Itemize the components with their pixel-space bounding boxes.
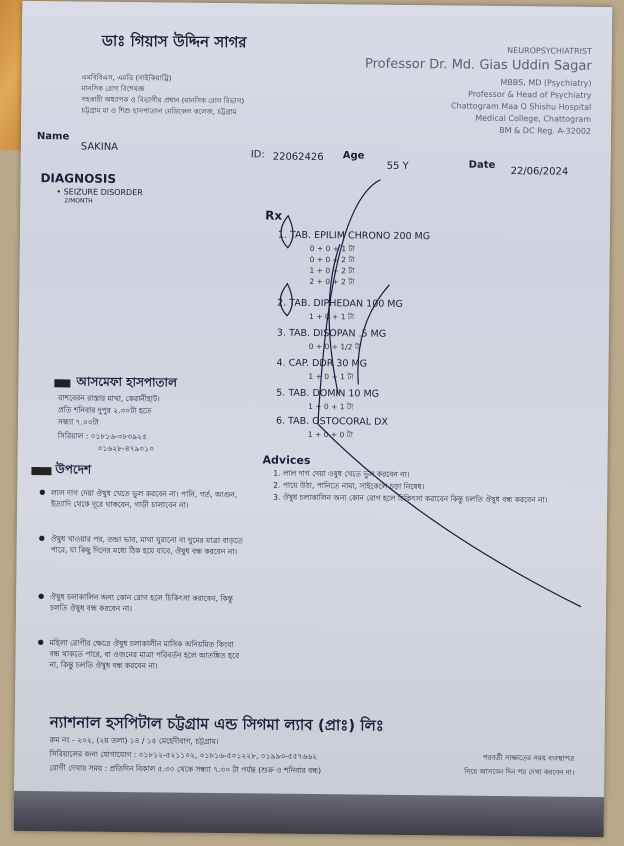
dose: 0 + 0 + 1/2 টা: [308, 341, 362, 352]
tip-item: ● মহিলা রোগীর ক্ষেত্রে ঔষুধ চলাকালীন মাসিক অনিয়মিত কিংবা বন্ধ থাকতে পারে, বা ওজনের মাত্রা পরিবর্তন হলে আতঙ্কিত হবে না, কিন্তু চলতি ঔষুধ বন্ধ করবেন না।: [49, 637, 244, 672]
dose: 1 + 0 + 0 টা: [307, 429, 353, 440]
medicine: 5. TAB. DOMIN 10 MG: [276, 387, 380, 400]
header-bn-line: এমবিবিএস, এমডি (সাইকিয়াট্রি): [81, 73, 172, 83]
ink-loop: [280, 284, 292, 316]
diagnosis-note: 2/MONTH: [64, 197, 93, 205]
footer-right-line: নিয়ে আসবেন দিন পর দেখা করবেন না।: [464, 767, 575, 777]
dose: 1 + 0 + 1 টা: [308, 371, 354, 382]
advices-title: Advices: [262, 453, 311, 467]
header-bn-line: চট্টগ্রাম মা ও শিশু হাসপাতাল মেডিকেল কলেজ, চট্টগ্রাম: [81, 106, 237, 117]
tip-item: ● ঔষুধ খাওয়ার পর, তন্দ্রা ভাব, মাথা ঘুরানো বা ঘুমের মাত্রা বাড়তে পারে, যা কিছু দিনের মধ্যে ঠিক হয়ে যাবে, ঔষুধ বন্ধ করবেন না।: [51, 533, 246, 557]
patient-name: SAKINA: [80, 141, 119, 153]
dose: 0 + 0 + 1 টা: [309, 243, 355, 254]
hospital-line: প্রতি শনিবার দুপুর ২.৩০টা হতে: [58, 405, 152, 416]
prescription-sheet: [14, 1, 613, 837]
footer-hospital-name: ন্যাশনাল হসপিটাল চট্টগ্রাম এন্ড সিগমা ল্যাব (প্রাঃ) লিঃ: [49, 713, 384, 735]
header-en-line: Medical College, Chattogram: [475, 113, 592, 124]
visit-date: 22/06/2024: [510, 166, 569, 178]
patient-id: 22062426: [272, 151, 324, 164]
date-label: Date: [468, 159, 496, 171]
dose: 2 + 0 + 2 টা: [309, 276, 355, 287]
ink-stroke: [328, 244, 340, 394]
header-bn-line: সহকারী অধ্যাপক ও বিভাগীয় প্রধান (মানসিক রোগ বিভাগ): [81, 95, 245, 106]
patient-age: 55 Y: [386, 160, 409, 172]
diagnosis-item: • SEIZURE DISORDER: [56, 187, 143, 198]
ink-stroke: [316, 424, 583, 607]
footer-line: রুম নং - ২০২, (২য় তলা) ১৪ / ১৫ মেহেদীবাগ, চট্টগ্রাম।: [49, 735, 219, 747]
dose: 1 + 0 + 1 টা: [309, 311, 355, 322]
header-en-line: Chattogram Maa O Shishu Hospital: [450, 101, 592, 112]
medicine: 6. TAB. OSTOCORAL DX: [275, 415, 388, 428]
header-en-line: BM & DC Reg. A-32002: [499, 125, 592, 136]
hospital-phone: সিরিয়াল : ০১৮১৬-০৮৩৯২৫: [57, 431, 147, 442]
footer-right-line: পরবর্তী সাক্ষাতের সময় ব্যবস্থাপত্র: [482, 753, 575, 763]
tips-title: উপদেশ: [55, 462, 92, 477]
advice-item: 1. লাল দাগ দেয়া ওষুধ খেতে ভুল করবেন না।: [273, 468, 410, 480]
rx-symbol: Rx: [265, 208, 283, 223]
doctor-name: Professor Dr. Md. Gias Uddin Sagar: [364, 56, 592, 74]
specialty: NEUROPSYCHIATRIST: [507, 46, 592, 56]
doctor-name-bengali: ডাঃ গিয়াস উদ্দিন সাগর: [101, 31, 247, 52]
hospital-line: সন্ধ্যা ৭.০০টা: [57, 417, 99, 427]
ink-stroke: [358, 284, 390, 384]
diagnosis-title: DIAGNOSIS: [40, 171, 117, 186]
header-en-line: MBBS, MD (Psychiatry): [500, 77, 592, 88]
medicine: 2. TAB. DIPHEDAN 100 MG: [277, 297, 403, 310]
footer-line: সিরিয়ালের জন্য যোগাযোগ : ০১৮১২-৫২১১০২, ০১৮১৬-৫০১২২৮, ০১৯৯৩-৫৫৭৬৬২: [49, 749, 318, 762]
dose: 1 + 0 + 1 টা: [308, 401, 354, 412]
hospital-phone: ০১৬২৮-৪৭৯০১০: [97, 443, 155, 454]
handwritten-marks: [14, 1, 613, 837]
medicine: 4. CAP. DDR 30 MG: [276, 357, 368, 370]
tip-item: ● লাল দাগ দেয়া ঔষুধ খেতে ভুল করবেন না। পানি, গর্ত, আগুন, ইত্যাদি থেকে দূরে থাকবেন, গাড়ী চালাবেন না।: [51, 487, 246, 511]
hospital-line: বাশবেরন রাস্তার মাথা, কেরানীহাট।: [58, 393, 160, 404]
name-label: Name: [36, 131, 70, 143]
age-label: Age: [342, 150, 365, 162]
dose: 0 + 0 + 2 টা: [309, 254, 355, 265]
ink-stroke: [318, 179, 381, 425]
hospital-name: আসমেফা হাসপাতাল: [76, 374, 178, 390]
medicine: 1. TAB. EPILIM CHRONO 200 MG: [277, 229, 431, 243]
advice-item: 3. ঔষুধ চলাকালিন অন্য কোন রোগ হলে চিকিৎসা করাবেন কিন্তু চলতি ঔষুধ বন্ধ করবেন না।: [273, 492, 548, 505]
id-label: ID:: [250, 149, 265, 161]
header-bn-line: মানসিক রোগ বিশেষজ্ঞ: [81, 84, 145, 94]
ink-loop: [281, 216, 293, 248]
medicine: 3. TAB. DISOPAN .5 MG: [276, 327, 387, 340]
advice-item: 2. পায়ে উঠা, পানিতে নামা, সাইকেলে চড়া নিষেধ।: [273, 480, 425, 492]
footer-line: রোগী দেখার সময় : প্রতিদিন বিকাল ৫.৩০ থেকে সন্ধ্যা ৭.৩০ টা পর্যন্ত (শুক্র ও শনিবার বন্ধ): [49, 763, 322, 776]
header-en-line: Professor & Head of Psychiatry: [468, 89, 592, 100]
tip-item: ● ঔষুধ চলাকালিন অন্য কোন রোগ হলে চিকিৎসা করাবেন, কিন্তু চলতি ঔষুধ বন্ধ করবেন না।: [50, 591, 245, 615]
dose: 1 + 0 + 2 টা: [309, 265, 355, 276]
